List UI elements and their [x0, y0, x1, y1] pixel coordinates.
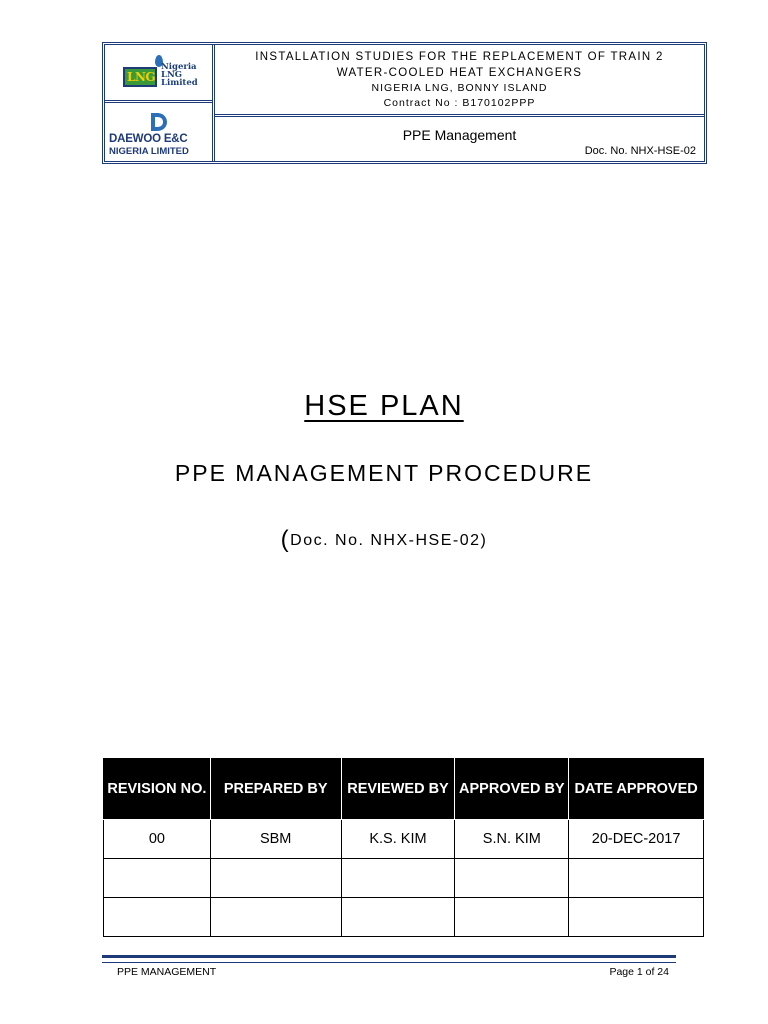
- subject-box: [215, 117, 704, 161]
- project-title-box: [215, 45, 704, 117]
- project-title-line2: WATER-COOLED HEAT EXCHANGERS: [336, 67, 583, 79]
- table-row: [104, 859, 704, 898]
- header-text-column: [215, 45, 704, 161]
- table-cell: [341, 859, 455, 898]
- document-header: [102, 42, 707, 164]
- daewoo-sub: NIGERIA LIMITED: [109, 146, 189, 157]
- table-cell: [569, 898, 704, 937]
- table-cell: [210, 898, 341, 937]
- nlng-logo: [117, 55, 207, 93]
- nlng-logo-text: Nigeria LNG Limited: [161, 62, 198, 88]
- header-date-approved: DATE APPROVED: [569, 759, 704, 820]
- table-cell: [455, 859, 569, 898]
- revision-table-header: [104, 759, 704, 820]
- subject-title: PPE Management: [402, 127, 517, 143]
- procedure-title: PPE MANAGEMENT PROCEDURE: [174, 460, 594, 486]
- daewoo-name: DAEWOO E&C: [109, 133, 188, 145]
- nlng-logo-cell: [105, 45, 212, 103]
- footer-title: PPE MANAGEMENT: [117, 966, 217, 978]
- table-cell: [210, 859, 341, 898]
- table-cell: K.S. KIM: [341, 820, 455, 859]
- daewoo-mark-icon: [147, 111, 169, 133]
- header-reviewed-by: REVIEWED BY: [341, 759, 455, 820]
- project-title-line1: INSTALLATION STUDIES FOR THE REPLACEMENT OF TRAIN 2: [255, 51, 664, 63]
- project-location: NIGERIA LNG, BONNY ISLAND: [371, 82, 548, 94]
- table-cell: 00: [104, 820, 211, 859]
- logo-column: [105, 45, 215, 161]
- header-doc-number: Doc. No. NHX-HSE-02: [584, 145, 696, 157]
- header-revision-no: REVISION NO.: [104, 759, 211, 820]
- header-approved-by: APPROVED BY: [455, 759, 569, 820]
- revision-table: [103, 758, 704, 937]
- table-cell: S.N. KIM: [455, 820, 569, 859]
- page-number: Page 1 of 24: [609, 966, 669, 978]
- table-cell: [341, 898, 455, 937]
- table-row: [104, 820, 704, 859]
- daewoo-logo: [105, 103, 212, 161]
- table-cell: [455, 898, 569, 937]
- lng-mark: LNG: [123, 67, 157, 87]
- document-reference: (Doc. No. NHX-HSE-02): [280, 526, 488, 553]
- page-title: HSE PLAN: [304, 390, 464, 422]
- table-cell: 20-DEC-2017: [569, 820, 704, 859]
- table-cell: [104, 859, 211, 898]
- table-cell: [569, 859, 704, 898]
- header-prepared-by: PREPARED BY: [210, 759, 341, 820]
- daewoo-logo-cell: [105, 103, 212, 161]
- table-cell: [104, 898, 211, 937]
- table-row: [104, 898, 704, 937]
- footer-divider: [102, 955, 676, 963]
- contract-number: Contract No : B170102PPP: [383, 97, 536, 109]
- table-cell: SBM: [210, 820, 341, 859]
